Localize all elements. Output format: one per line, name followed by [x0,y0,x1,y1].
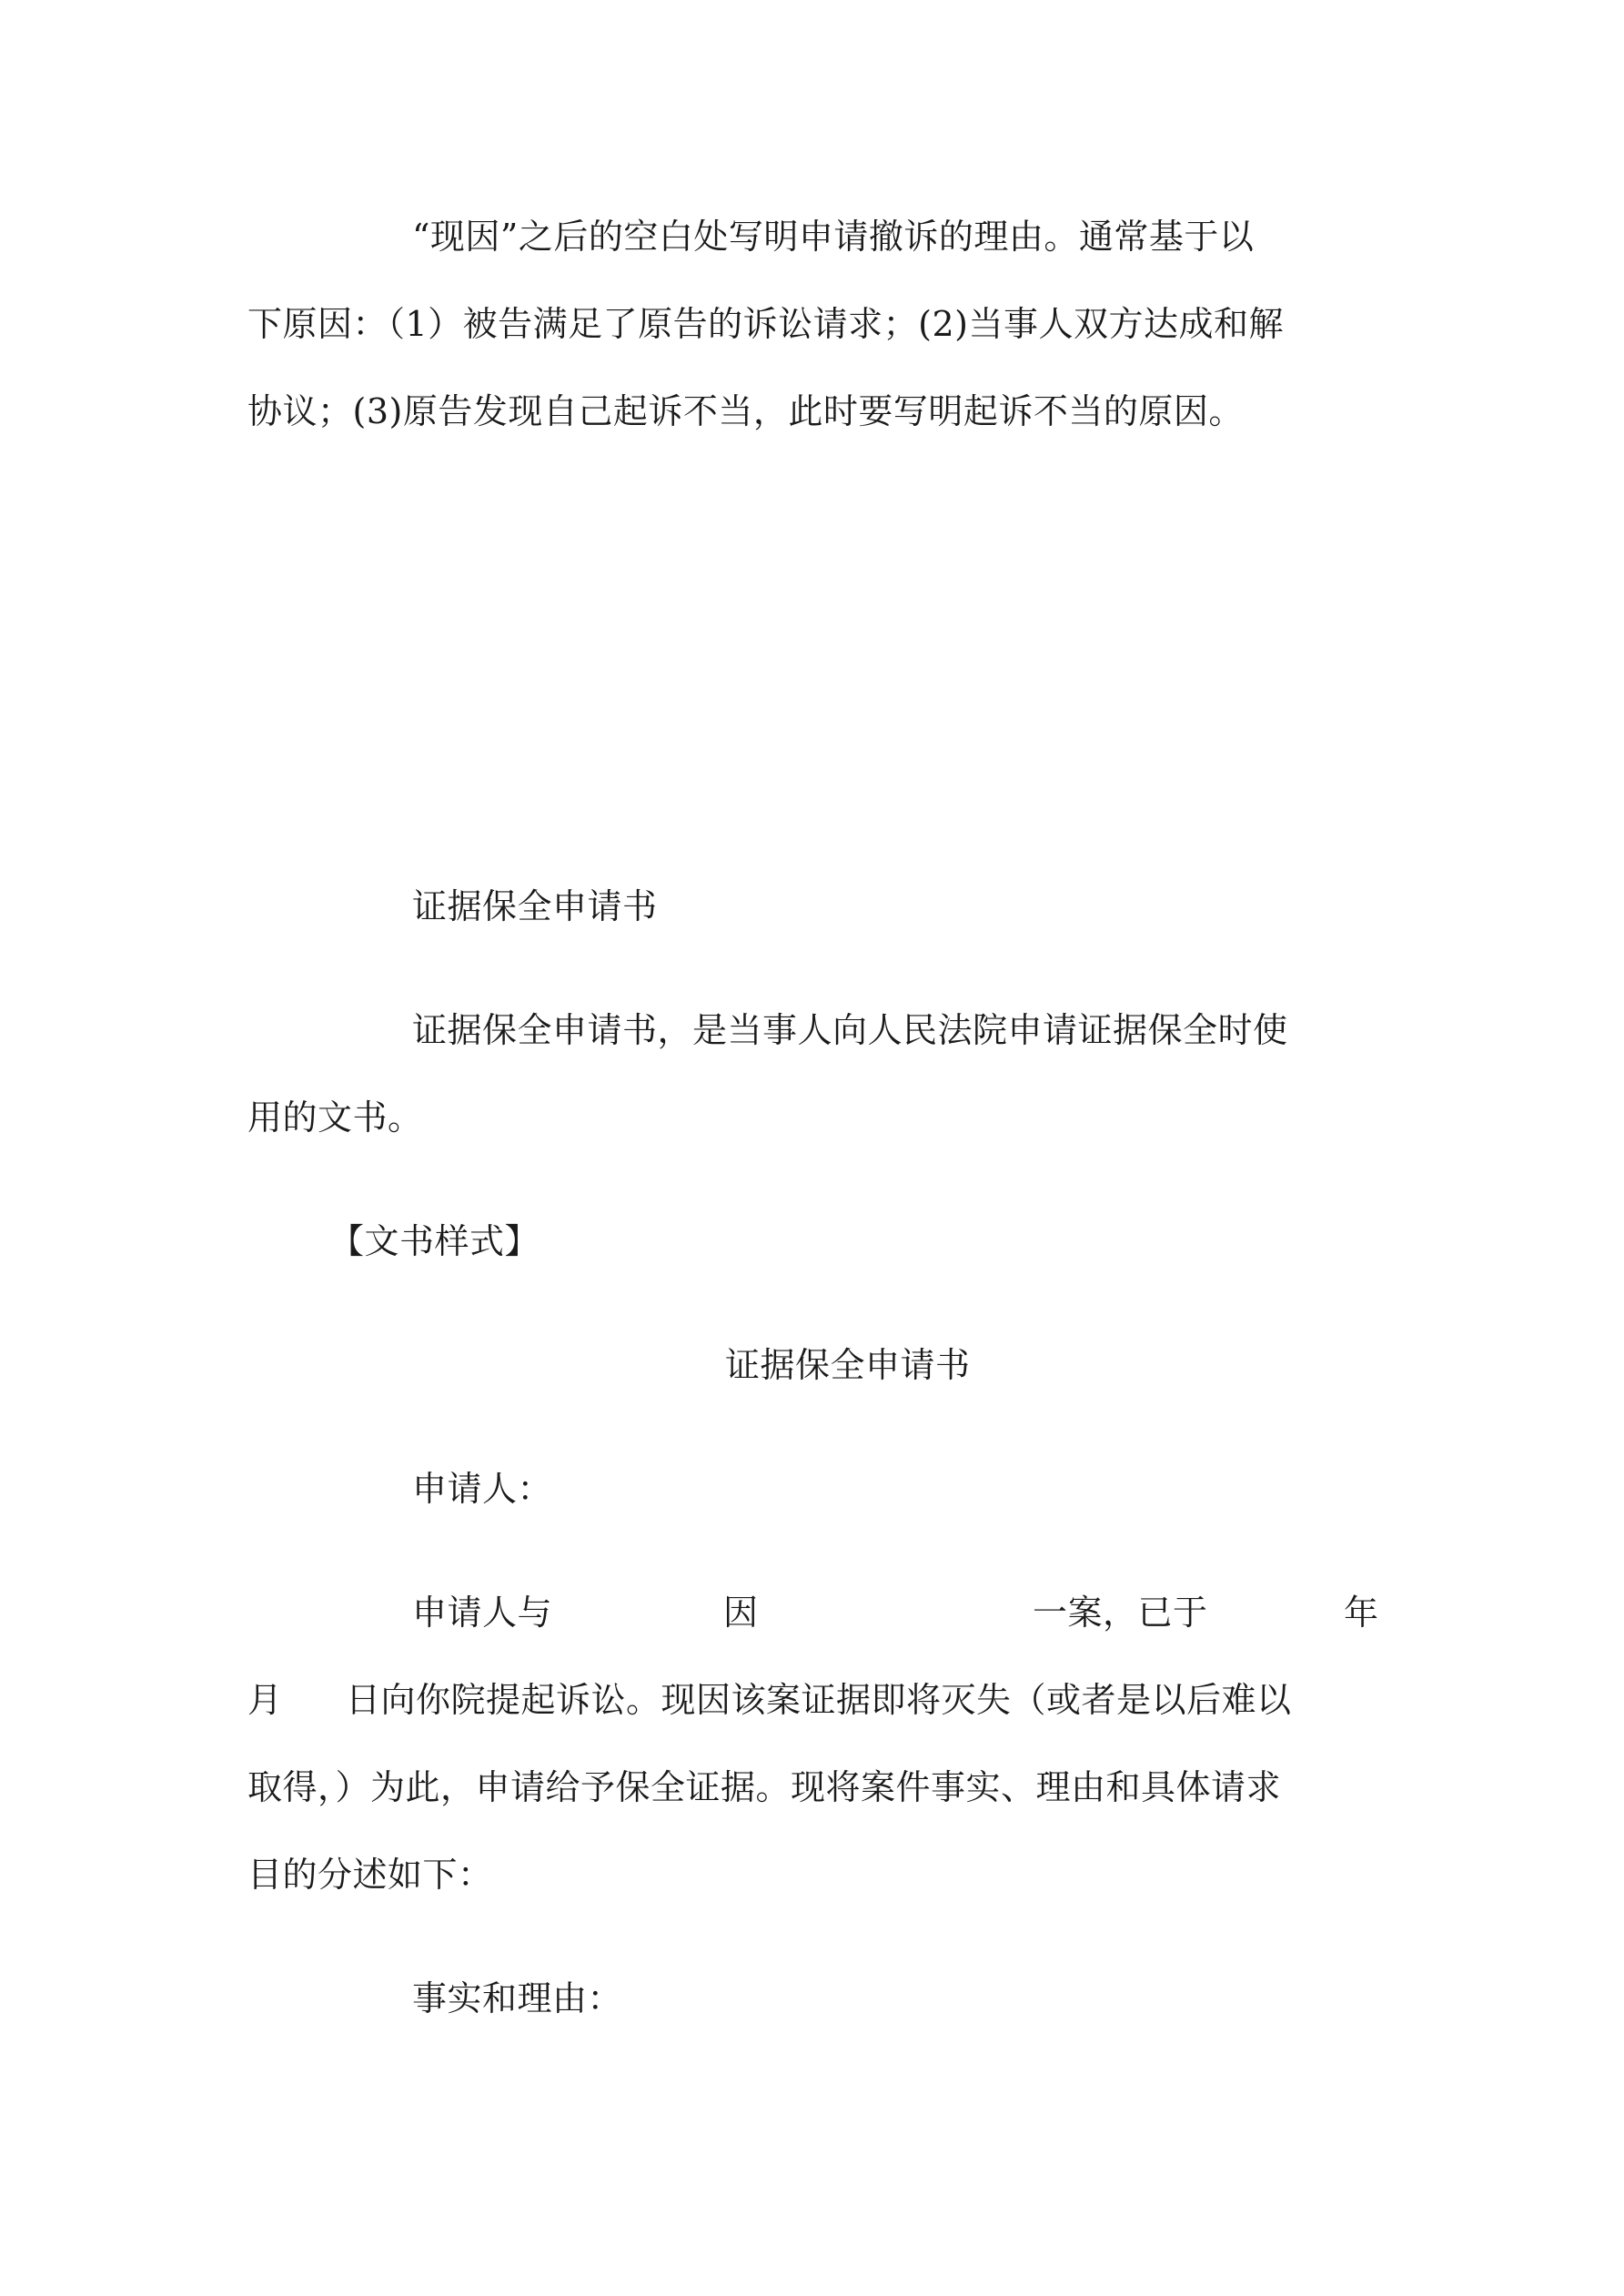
form-body-line-2-part-a: 月 [247,1680,283,1720]
form-body-line-1-part-a: 申请人与 [412,1593,553,1633]
section-heading: 证据保全申请书 [412,886,658,926]
facts-label: 事实和理由： [412,1978,623,2018]
form-body-line-2 [0,1678,1624,1722]
form-body-line-1-part-c: 一案，已于 [1033,1593,1208,1633]
definition-line-2: 用的文书。 [247,1097,423,1138]
reasons-paragraph-line-1: “现因”之后的空白处写明申请撤诉的理由。通常基于以 [412,217,1255,257]
form-body-line-4: 目的分述如下： [247,1855,493,1895]
form-title: 证据保全申请书 [725,1345,971,1385]
reasons-paragraph-line-3: 协议；(3)原告发现自己起诉不当，此时要写明起诉不当的原因。 [247,391,1244,431]
form-body-line-2-part-b: 日向你院提起诉讼。现因该案证据即将灭失（或者是以后难以 [346,1680,1292,1720]
reasons-paragraph-line-2: 下原因：（1）被告满足了原告的诉讼请求；(2)当事人双方达成和解 [247,304,1285,344]
form-body-line-3: 取得，）为此，申请给予保全证据。现将案件事实、理由和具体请求 [247,1767,1282,1807]
applicant-label: 申请人： [412,1469,553,1509]
form-body-line-1 [0,1591,1624,1634]
definition-line-1: 证据保全申请书，是当事人向人民法院申请证据保全时使 [412,1010,1288,1050]
form-body-line-1-part-b: 因 [723,1593,759,1633]
template-label: 【文书样式】 [329,1221,540,1261]
form-body-line-1-part-d: 年 [1344,1593,1379,1633]
